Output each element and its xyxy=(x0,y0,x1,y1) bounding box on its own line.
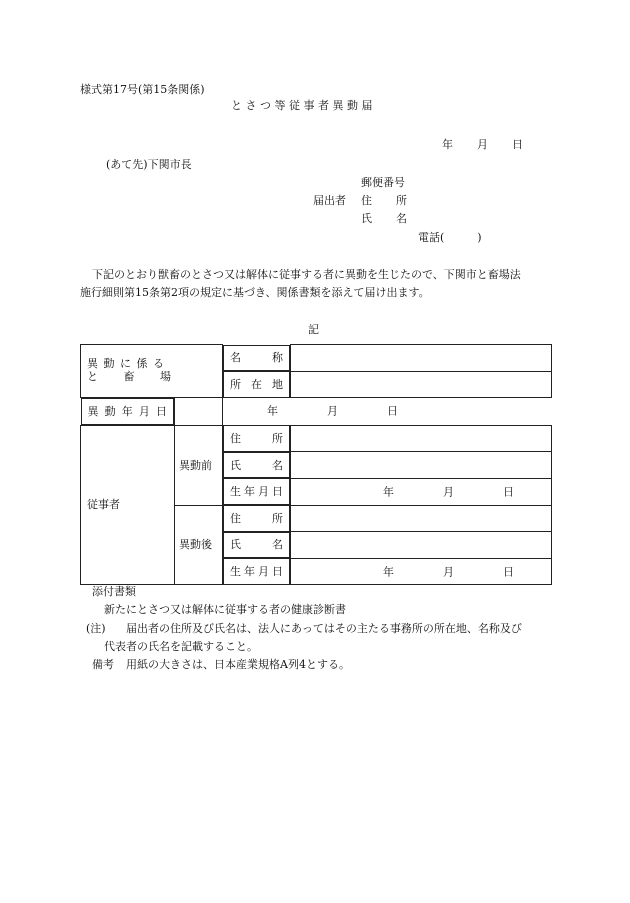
form-number: 様式第17号(第15条関係) xyxy=(80,83,205,96)
change-date-year: 年 xyxy=(267,404,278,418)
name-label-b: 名 xyxy=(396,212,407,225)
facility-label-char-3: 場 xyxy=(160,370,171,384)
facility-location-char-1: 所 xyxy=(230,377,241,391)
body-line-2: 施行細則第15条第2項の規定に基づき、関係書類を添えて届け出ます。 xyxy=(80,286,430,299)
note-line-1: 届出者の住所及び氏名は、法人にあってはその主たる事務所の所在地、名称及び xyxy=(126,622,522,635)
before-birthdate-year: 年 xyxy=(383,485,394,499)
addressee: (あて先)下関市長 xyxy=(106,158,192,171)
after-name-label xyxy=(223,532,290,559)
after-name-char-1: 氏 xyxy=(230,538,241,552)
date-month-label: 月 xyxy=(477,138,488,151)
before-address-field[interactable] xyxy=(291,425,552,452)
facility-location-label xyxy=(223,371,290,398)
ki-heading: 記 xyxy=(308,323,319,336)
after-birthdate-char-4: 日 xyxy=(272,564,283,578)
facility-name-char-1: 名 xyxy=(230,351,241,365)
before-birthdate-char-3: 月 xyxy=(258,485,269,499)
facility-location-char-2: 在 xyxy=(251,377,262,391)
change-date-field[interactable] xyxy=(175,398,398,426)
after-address-field[interactable] xyxy=(291,505,552,532)
facility-label-line2 xyxy=(87,371,171,384)
note-label: (注) xyxy=(86,622,106,635)
attachments-title: 添付書類 xyxy=(92,585,136,598)
facility-location-field[interactable] xyxy=(291,371,552,398)
change-date-month: 月 xyxy=(327,404,338,418)
after-address-char-2: 所 xyxy=(272,511,283,525)
attachment-item: 新たにとさつ又は解体に従事する者の健康診断書 xyxy=(104,603,346,616)
after-birthdate-month: 月 xyxy=(443,564,454,578)
facility-location-char-3: 地 xyxy=(272,377,283,391)
facility-label-line1: 異 動 に 係 る xyxy=(87,357,165,371)
after-label: 異動後 xyxy=(175,505,223,585)
address-label-a: 住 xyxy=(361,194,372,207)
date-day-label: 日 xyxy=(512,138,523,151)
remarks-label: 備考 xyxy=(92,658,114,671)
note-line-2: 代表者の氏名を記載すること。 xyxy=(104,640,258,653)
facility-label-char-2: 畜 xyxy=(123,370,135,384)
date-year-label: 年 xyxy=(442,138,453,151)
before-birthdate-label xyxy=(223,478,290,505)
facility-name-row xyxy=(81,345,552,372)
after-birthdate-char-1: 生 xyxy=(230,564,241,578)
change-date-char-3: 年 xyxy=(121,404,133,418)
before-name-char-1: 氏 xyxy=(230,458,241,472)
before-name-char-2: 名 xyxy=(272,458,283,472)
after-birthdate-char-2: 年 xyxy=(244,564,255,578)
phone-label: 電話( ) xyxy=(418,231,482,244)
after-address-label xyxy=(223,505,290,532)
before-label: 異動前 xyxy=(175,425,223,505)
notifier-label: 届出者 xyxy=(313,194,346,207)
before-name-field[interactable] xyxy=(291,452,552,479)
facility-label xyxy=(81,345,223,398)
before-birthdate-field[interactable] xyxy=(291,478,552,505)
remarks-text: 用紙の大きさは、日本産業規格A列4とする。 xyxy=(126,658,350,671)
before-birthdate-day: 日 xyxy=(503,485,514,499)
after-name-char-2: 名 xyxy=(272,538,283,552)
before-birthdate-char-1: 生 xyxy=(230,485,241,499)
change-date-row xyxy=(81,398,552,426)
facility-name-label xyxy=(223,345,290,372)
before-address-char-2: 所 xyxy=(272,431,283,445)
change-date-char-4: 月 xyxy=(138,404,150,418)
change-date-char-1: 異 xyxy=(87,404,99,418)
worker-label: 従事者 xyxy=(81,425,175,585)
facility-label-char-1: と xyxy=(87,370,98,384)
before-address-char-1: 住 xyxy=(230,431,241,445)
after-address-char-1: 住 xyxy=(230,511,241,525)
change-date-day: 日 xyxy=(387,404,398,418)
document-title: と さ つ 等 従 事 者 異 動 届 xyxy=(231,99,373,112)
before-name-label xyxy=(223,452,290,479)
facility-name-char-2: 称 xyxy=(272,351,283,365)
change-date-char-5: 日 xyxy=(156,404,167,418)
before-address-row xyxy=(81,425,552,452)
facility-name-field[interactable] xyxy=(291,345,552,372)
after-name-field[interactable] xyxy=(291,532,552,559)
name-label-a: 氏 xyxy=(361,212,372,225)
change-date-label xyxy=(81,398,175,425)
after-birthdate-year: 年 xyxy=(383,564,394,578)
before-address-label xyxy=(223,425,290,452)
form-table xyxy=(80,344,552,585)
change-date-char-2: 動 xyxy=(104,404,116,418)
after-birthdate-label xyxy=(223,558,290,585)
before-birthdate-char-2: 年 xyxy=(244,485,255,499)
after-birthdate-day: 日 xyxy=(503,564,514,578)
body-line-1: 下記のとおり獣畜のとさつ又は解体に従事する者に異動を生じたので、下関市と畜場法 xyxy=(92,268,521,281)
before-birthdate-char-4: 日 xyxy=(272,485,283,499)
after-birthdate-field[interactable] xyxy=(291,558,552,585)
after-birthdate-char-3: 月 xyxy=(258,564,269,578)
before-birthdate-month: 月 xyxy=(443,485,454,499)
postal-code-label: 郵便番号 xyxy=(361,176,405,189)
address-label-b: 所 xyxy=(396,194,407,207)
